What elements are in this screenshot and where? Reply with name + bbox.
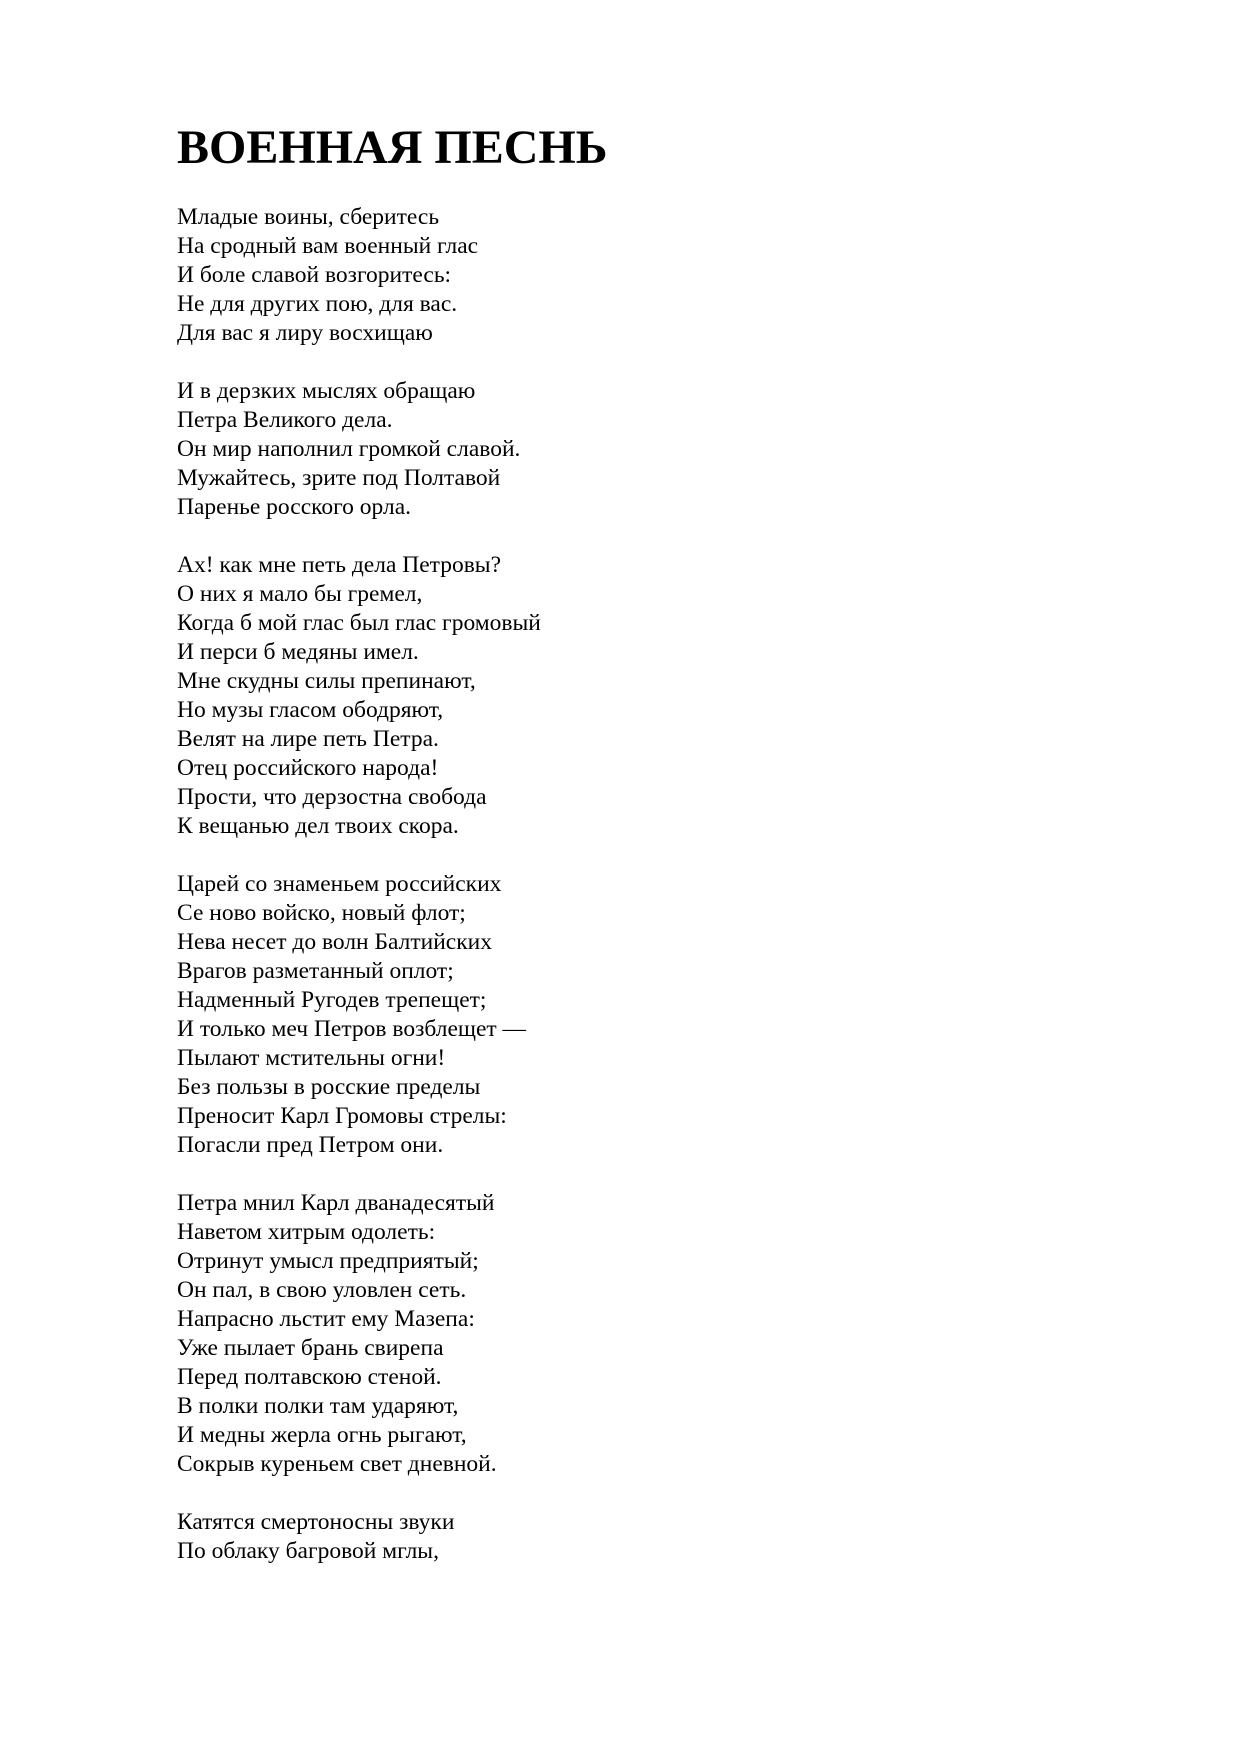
poem-line: Когда б мой глас был глас громовый — [177, 610, 541, 636]
poem-line: Царей со знаменьем российских — [177, 871, 502, 897]
poem-line: На сродный вам военный глас — [177, 233, 479, 259]
stanza — [177, 203, 1077, 348]
poem-line: Младые воины, сберитесь — [177, 204, 440, 230]
poem-line: Отец российского народа! — [177, 755, 439, 781]
stanza — [177, 1508, 1077, 1566]
poem-line: Нева несет до волн Балтийских — [177, 929, 492, 955]
poem-line: И в дерзких мыслях обращаю — [177, 378, 476, 404]
poem-line: Напрасно льстит ему Мазепа: — [177, 1306, 475, 1332]
stanza — [177, 1189, 1077, 1479]
poem-line: Се ново войско, новый флот; — [177, 900, 466, 926]
poem-line: Без пользы в росские пределы — [177, 1074, 481, 1100]
poem-line: Паренье росского орла. — [177, 494, 412, 520]
poem-line: К вещанью дел твоих скора. — [177, 813, 459, 839]
poem-line: И боле славой возгоритесь: — [177, 262, 452, 288]
poem-line: Не для других пою, для вас. — [177, 291, 458, 317]
poem-line: Но музы гласом ободряют, — [177, 697, 444, 723]
poem-line: Велят на лире петь Петра. — [177, 726, 439, 752]
poem-line: Наветом хитрым одолеть: — [177, 1219, 436, 1245]
stanza — [177, 377, 1077, 522]
poem-line: Погасли пред Петром они. — [177, 1132, 444, 1158]
poem-line: Сокрыв куреньем свет дневной. — [177, 1451, 497, 1477]
poem-line: Отринут умысл предприятый; — [177, 1248, 479, 1274]
poem-line: Преносит Карл Громовы стрелы: — [177, 1103, 507, 1129]
poem-line: Мужайтесь, зрите под Полтавой — [177, 465, 501, 491]
stanza — [177, 870, 1077, 1160]
poem-line: О них я мало бы гремел, — [177, 581, 423, 607]
poem-line: Врагов разметанный оплот; — [177, 958, 454, 984]
poem-line: Ах! как мне петь дела Петровы? — [177, 552, 502, 578]
poem-line: Катятся смертоносны звуки — [177, 1509, 455, 1535]
poem-line: Перед полтавскою стеной. — [177, 1364, 442, 1390]
poem-line: По облаку багровой мглы, — [177, 1538, 439, 1564]
poem-line: Петра Великого дела. — [177, 407, 393, 433]
poem-line: Петра мнил Карл дванадесятый — [177, 1190, 495, 1216]
page-title: ВОЕННАЯ ПЕСНЬ — [177, 121, 608, 174]
stanza — [177, 551, 1077, 841]
poem-line: И перси б медяны имел. — [177, 639, 419, 665]
poem-line: Он пал, в свою уловлен сеть. — [177, 1277, 467, 1303]
poem-line: Мне скудны силы препинают, — [177, 668, 476, 694]
poem-line: И медны жерла огнь рыгают, — [177, 1422, 467, 1448]
poem-line: Прости, что дерзостна свобода — [177, 784, 487, 810]
poem-line: И только меч Петров возблещет — — [177, 1016, 527, 1042]
poem-line: Для вас я лиру восхищаю — [177, 320, 433, 346]
poem-line: В полки полки там ударяют, — [177, 1393, 459, 1419]
poem-body — [177, 203, 1077, 1595]
poem-line: Надменный Ругодев трепещет; — [177, 987, 487, 1013]
poem-line: Пылают мстительны огни! — [177, 1045, 446, 1071]
poem-line: Уже пылает брань свирепа — [177, 1335, 444, 1361]
poem-line: Он мир наполнил громкой славой. — [177, 436, 521, 462]
